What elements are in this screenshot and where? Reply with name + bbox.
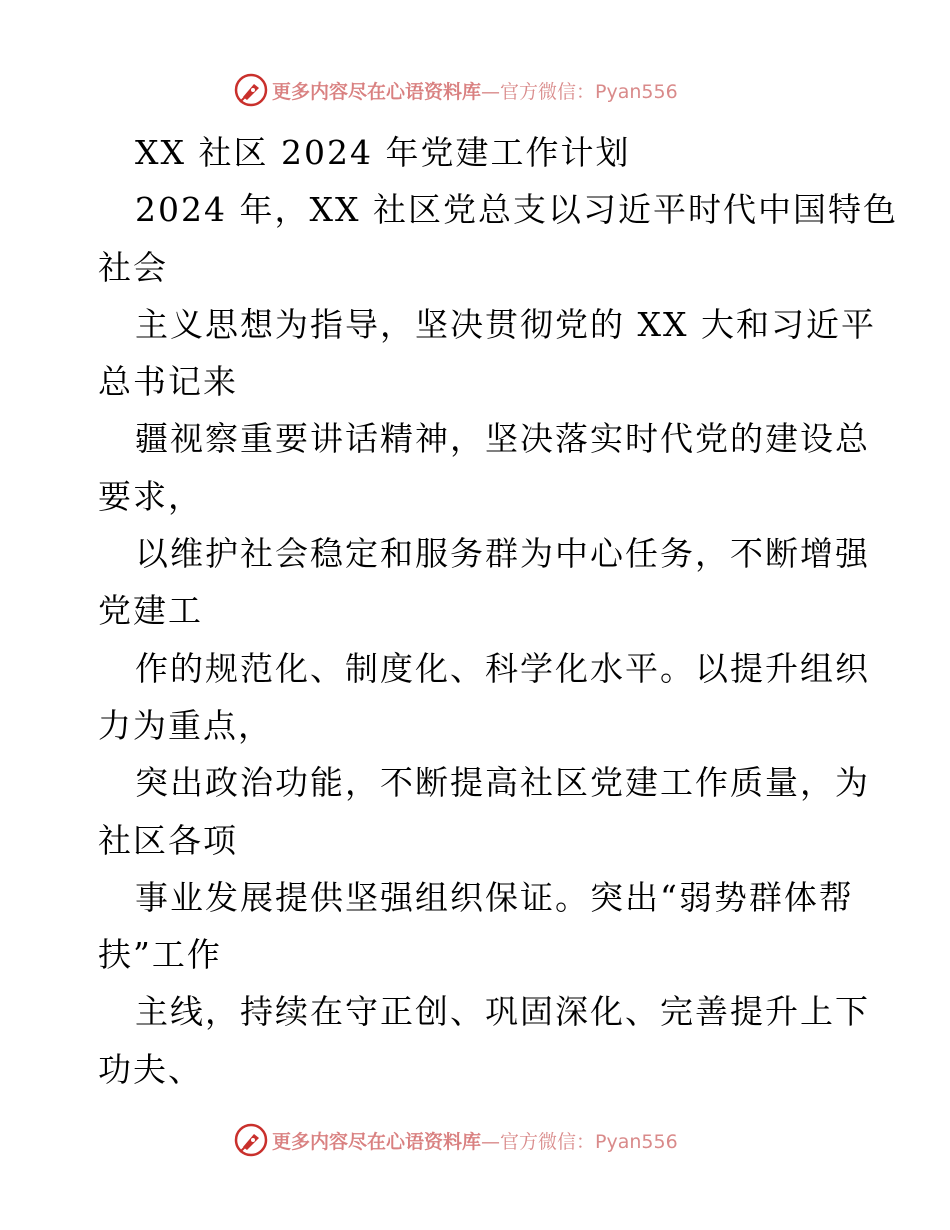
paragraph-line: 社区各项 <box>98 820 238 860</box>
pen-nib-logo-icon <box>234 73 268 107</box>
watermark-text <box>272 1127 678 1154</box>
watermark-suffix: 官方微信：Pyan556 <box>500 1130 678 1153</box>
paragraph-line: 扶”工作 <box>98 935 222 975</box>
paragraph-line: 主义思想为指导，坚决贯彻党的 XX 大和习近平 <box>135 304 876 344</box>
watermark-footer <box>234 1123 678 1157</box>
watermark-header <box>234 73 678 107</box>
watermark-dash: — <box>481 1130 501 1153</box>
paragraph-line: 事业发展提供坚强组织保证。突出“弱势群体帮 <box>135 877 854 917</box>
paragraph-line: 主线，持续在守正创、巩固深化、完善提升上下 <box>135 992 870 1032</box>
watermark-dash: — <box>481 80 501 103</box>
watermark-suffix: 官方微信：Pyan556 <box>500 80 678 103</box>
watermark-main: 更多内容尽在心语资料库 <box>272 80 482 103</box>
paragraph-line: 党建工 <box>98 591 203 631</box>
paragraph-line: 社会 <box>98 247 168 287</box>
document-title: XX 社区 2024 年党建工作计划 <box>135 133 631 172</box>
paragraph-line: 作的规范化、制度化、科学化水平。以提升组织 <box>135 648 870 688</box>
pen-nib-logo-icon <box>234 1123 268 1157</box>
paragraph-line: 功夫、 <box>98 1049 203 1089</box>
paragraph-line: 力为重点， <box>98 705 273 745</box>
paragraph-line: 要求， <box>98 476 203 516</box>
paragraph-line: 以维护社会稳定和服务群为中心任务，不断增强 <box>135 534 870 574</box>
paragraph-line: 疆视察重要讲话精神，坚决落实时代党的建设总 <box>135 419 870 459</box>
paragraph-line: 2024 年，XX 社区党总支以习近平时代中国特色 <box>135 190 898 230</box>
watermark-main: 更多内容尽在心语资料库 <box>272 1130 482 1153</box>
document-body <box>98 124 898 1098</box>
watermark-text <box>272 77 678 104</box>
paragraph-line: 总书记来 <box>98 362 238 402</box>
paragraph-line: 突出政治功能，不断提高社区党建工作质量，为 <box>135 763 870 803</box>
